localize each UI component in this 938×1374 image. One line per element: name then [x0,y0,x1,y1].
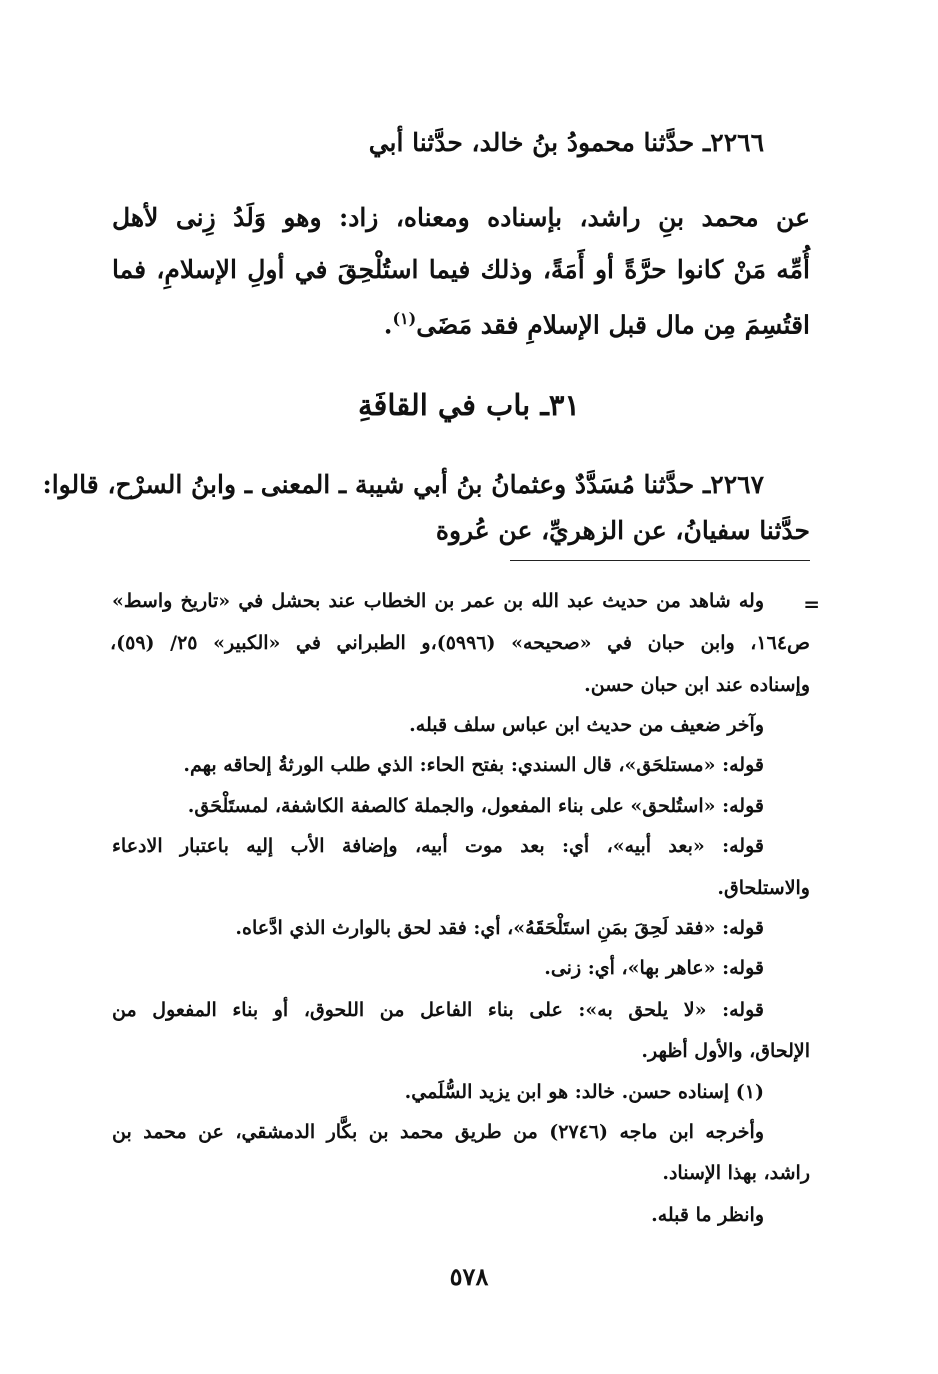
hadith-2267-line: ٢٢٦٧ـ حدَّثنا مُسَدَّدٌ وعثمانُ بنُ أبي شيبة ـ المعنى ـ وابنُ السرْح، قالوا: [42,470,764,499]
footnote-line: قوله: «بعد أبيه»، أي: بعد موت أبيه، وإضافة الأب إليه باعتبار الادعاء [112,835,764,857]
footnote-line: والاستلحاق. [717,877,810,899]
footnote-line: ص١٦٤، وابن حبان في «صحيحه» (٥٩٩٦)،و الطبراني في «الكبير» ٢٥/ (٥٩)، [110,632,811,654]
hadith-body-text: اقتُسِمَ مِن مال قبل الإسلامِ فقد مَضَى [416,310,810,340]
footnote-line: قوله: «مستلحَق»، قال السندي: بفتح الحاء: الذي طلب الورثةُ إلحاقه بهم. [183,754,764,776]
footnote-line: قوله: «لا يلحق به»: على بناء الفاعل من اللحوق، أو بناء المفعول من [112,999,764,1021]
footnote-line: قوله: «عاهر بها»، أي: زنى. [544,957,764,979]
hadith-2266-heading: ٢٢٦٦ـ حدَّثنا محمودُ بنُ خالد، حدَّثنا أبي [368,128,764,157]
footnote-line: الإلحاق، والأول أظهر. [641,1040,810,1062]
line-end-period: . [383,310,393,340]
hadith-body-line-last [384,309,810,339]
page-number: ٥٧٨ [449,1262,489,1291]
footnote-line: وله شاهد من حديث عبد الله بن عمر بن الخطاب عند بحشل في «تاريخ واسط» [112,590,764,612]
chapter-heading: ٣١ـ باب في القافَةِ [358,388,580,422]
footnote-line: قوله: «فقد لَحِقَ بمَنِ استَلْحَقَهُ»، أي: فقد لحق بالوارث الذي ادَّعاه. [235,917,764,939]
hadith-body-line: أُمِّه مَنْ كانوا حرَّةً أو أَمَةً، وذلك فيما استُلْحِقَ في أولِ الإسلامِ، فما [112,255,810,284]
footnote-line: وانظر ما قبله. [651,1204,764,1226]
footnote-line: قوله: «استُلحق» على بناء المفعول، والجملة كالصفة الكاشفة، لمستَلْحَق. [187,795,764,817]
footnote-line: وأخرجه ابن ماجه (٢٧٤٦) من طريق محمد بن بكَّار الدمشقي، عن محمد بن [112,1121,764,1143]
footnote-continuation-marker: = [803,592,820,616]
footnote-line: وآخر ضعيف من حديث ابن عباس سلف قبله. [409,714,764,736]
hadith-body-line: عن محمد بنِ راشد، بإسناده ومعناه، زاد: وهو وَلَدُ زِنى لأهل [112,203,810,232]
hadith-2267-line: حدَّثنا سفيانُ، عن الزهريِّ، عن عُروة [435,516,810,545]
footnote-line: (١) إسناده حسن. خالد: هو ابن يزيد السُّلَمي. [404,1081,764,1103]
footnote-reference: (١) [392,309,417,328]
footnote-line: وإسناده عند ابن حبان حسن. [584,674,810,696]
footnote-separator [510,560,810,561]
footnote-line: راشد، بهذا الإسناد. [662,1162,810,1184]
